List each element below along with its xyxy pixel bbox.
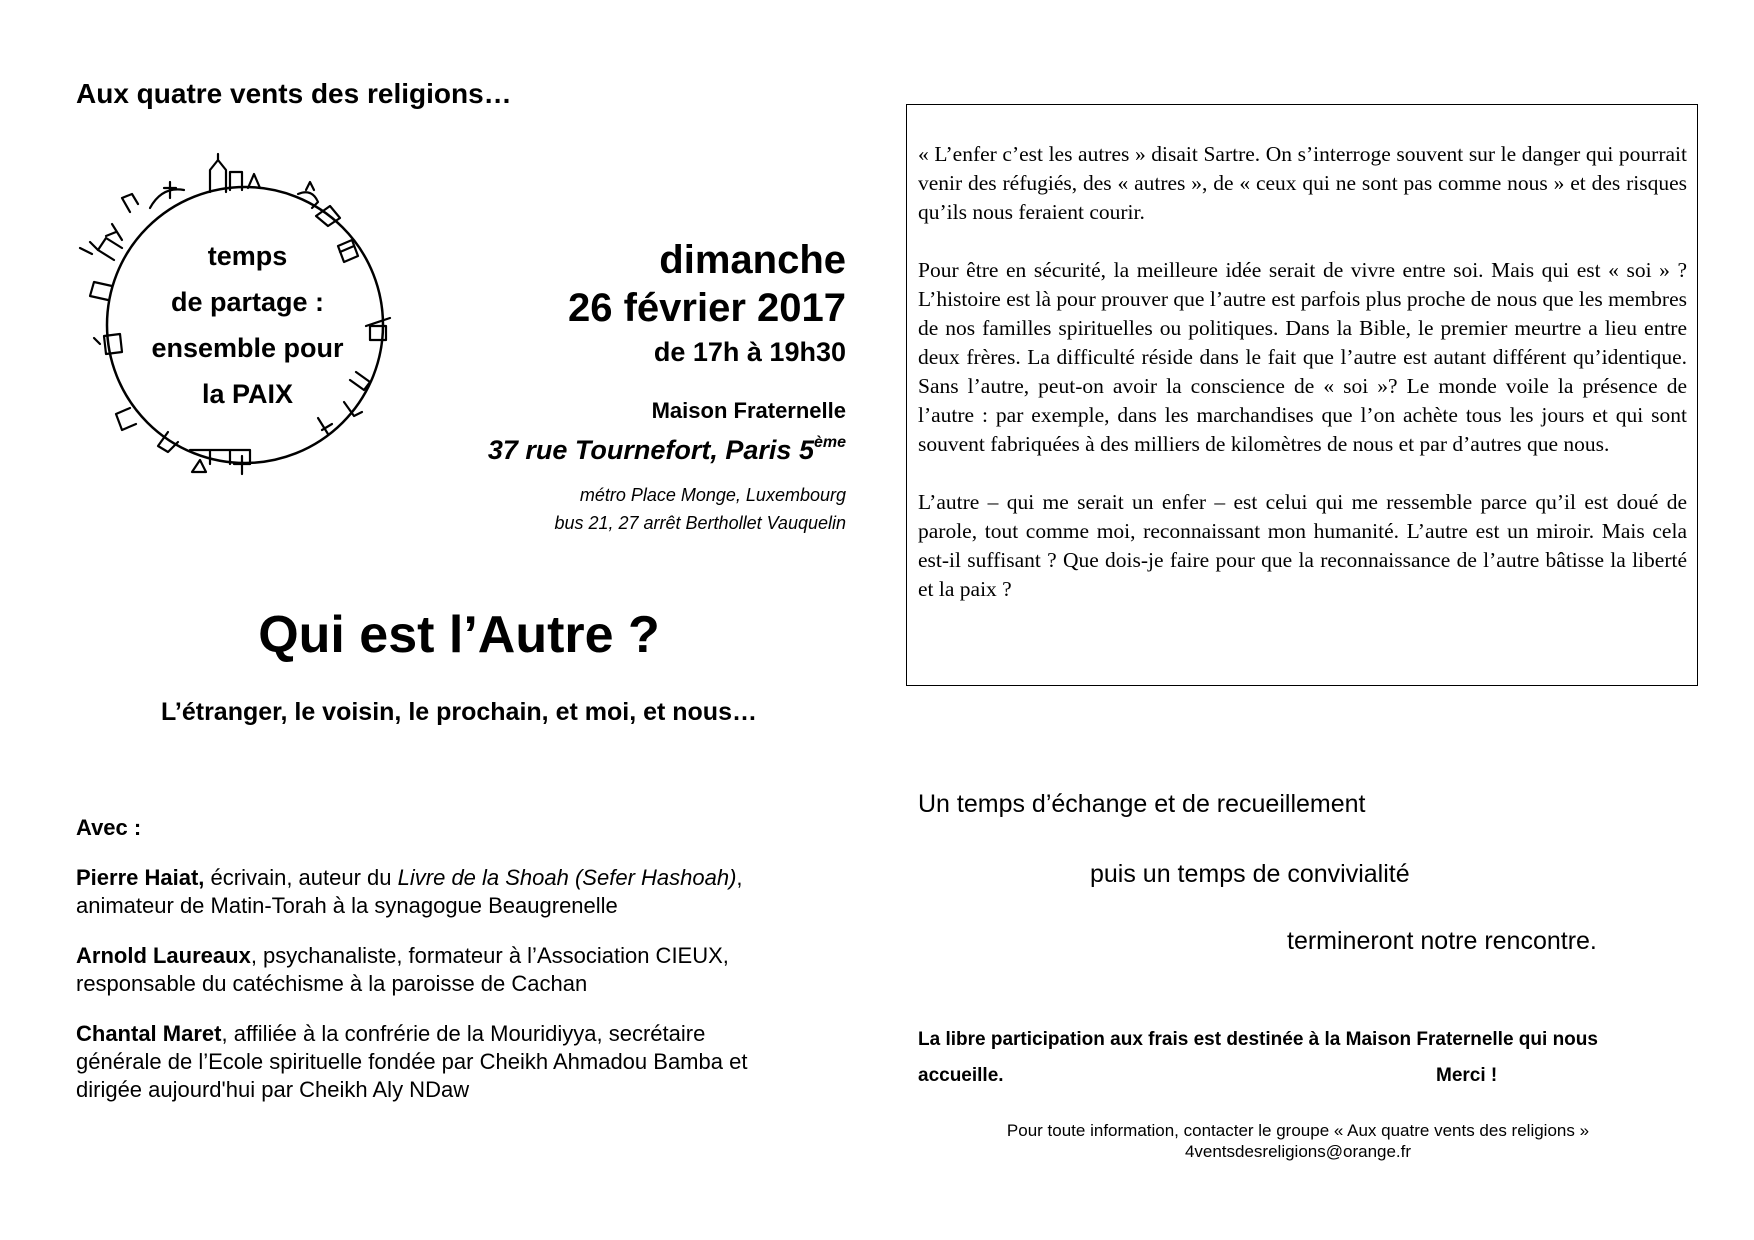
quote-paragraph-1: « L’enfer c’est les autres » disait Sartre. On s’interroge souvent sur le danger qui pourrait venir des réfugiés, des « autres », de « ceux qui ne sont pas comme nous » et des risques qu’ils nous feraient courir. bbox=[918, 142, 1687, 224]
event-day: dimanche bbox=[659, 238, 846, 282]
logo-line-1: temps bbox=[207, 241, 288, 271]
speaker-item bbox=[76, 942, 856, 998]
speaker-item bbox=[76, 1020, 856, 1104]
speaker-name: Chantal Maret bbox=[76, 1021, 222, 1046]
subtitle: L’étranger, le voisin, le prochain, et moi, et nous… bbox=[161, 698, 757, 726]
event-metro: métro Place Monge, Luxembourg bbox=[579, 485, 846, 505]
event-venue: Maison Fraternelle bbox=[651, 398, 846, 423]
speaker-desc: , psychanaliste, formateur à l’Association CIEUX, bbox=[250, 943, 729, 968]
speaker-desc-line3: dirigée aujourd'hui par Cheikh Aly NDaw bbox=[76, 1077, 470, 1102]
speaker-desc-end: , bbox=[736, 865, 743, 890]
speakers-list bbox=[76, 814, 856, 1126]
program-line-3: termineront notre rencontre. bbox=[1287, 927, 1597, 955]
event-details bbox=[488, 236, 846, 537]
organization-title: Aux quatre vents des religions… bbox=[76, 78, 512, 109]
quote-paragraph-3: L’autre – qui me serait un enfer – est celui qui me ressemble parce qu’il est doué de parole, tout comme moi, reconnaissant mon humanité. L’autre est un miroir. Mais cela est-il suffisant ? Que dois-je faire pour que la reconnaissance de l’autre bâtisse la liberté et la paix ? bbox=[918, 490, 1687, 601]
logo-text bbox=[115, 233, 380, 417]
event-date: 26 février 2017 bbox=[567, 286, 846, 330]
logo-line-3: ensemble pour bbox=[151, 333, 344, 363]
program-line-2: puis un temps de convivialité bbox=[1090, 860, 1410, 888]
participation-note: La libre participation aux frais est destinée à la Maison Fraternelle qui nous accueille. bbox=[918, 1029, 1598, 1086]
event-hours: de 17h à 19h30 bbox=[653, 337, 846, 367]
thanks-text: Merci ! bbox=[1436, 1065, 1498, 1086]
logo-line-4: la PAIX bbox=[201, 379, 294, 409]
event-access bbox=[488, 481, 846, 537]
event-address bbox=[488, 426, 846, 467]
speaker-desc-line2: responsable du catéchisme à la paroisse de Cachan bbox=[76, 971, 588, 996]
speaker-desc-line2: générale de l’Ecole spirituelle fondée par Cheikh Ahmadou Bamba et bbox=[76, 1049, 748, 1074]
speaker-book: Livre de la Shoah (Sefer Hashoah) bbox=[397, 865, 737, 890]
quote-text bbox=[918, 140, 1687, 633]
quote-paragraph-2: Pour être en sécurité, la meilleure idée serait de vivre entre soi. Mais qui est « soi » ? L’histoire est là pour prouver que l’autre est parfois plus proche de nous que les membres de nos familles spirituelles ou politiques. Dans la Bible, le premier meurtre a lieu entre deux frères. La difficulté réside dans le fait que l’autre est autant différent qu’identique. Sans l’autre, peut-on avoir la conscience de « soi »? Le monde voile la présence de l’autre : par exemple, dans les marchandises que l’on achète tous les jours et qui sont souvent fabriquées à des milliers de kilomètres de nous et par d’autres que nous. bbox=[918, 258, 1687, 456]
main-title: Qui est l’Autre ? bbox=[258, 606, 660, 664]
logo-line-2: de partage : bbox=[170, 287, 325, 317]
event-address-text: 37 rue Tournefort, Paris 5 bbox=[487, 435, 814, 465]
event-bus: bus 21, 27 arrêt Berthollet Vauquelin bbox=[554, 513, 846, 533]
contact-info bbox=[918, 1120, 1678, 1162]
speaker-name: Pierre Haiat, bbox=[76, 865, 205, 890]
program-line-1: Un temps d’échange et de recueillement bbox=[918, 790, 1366, 818]
contact-line: Pour toute information, contacter le groupe « Aux quatre vents des religions » bbox=[1006, 1121, 1590, 1140]
quote-box bbox=[906, 104, 1698, 686]
speaker-desc: , affiliée à la confrérie de la Mouridiyya, secrétaire bbox=[221, 1021, 706, 1046]
speakers-intro: Avec : bbox=[76, 815, 142, 840]
event-address-sup: ème bbox=[813, 434, 846, 451]
contact-email[interactable]: 4ventsdesreligions@orange.fr bbox=[1184, 1142, 1412, 1161]
speaker-desc-line2: animateur de Matin-Torah à la synagogue Beaugrenelle bbox=[76, 893, 618, 918]
speaker-name: Arnold Laureaux bbox=[76, 943, 251, 968]
speaker-item bbox=[76, 864, 856, 920]
speaker-desc: écrivain, auteur du bbox=[204, 865, 398, 890]
